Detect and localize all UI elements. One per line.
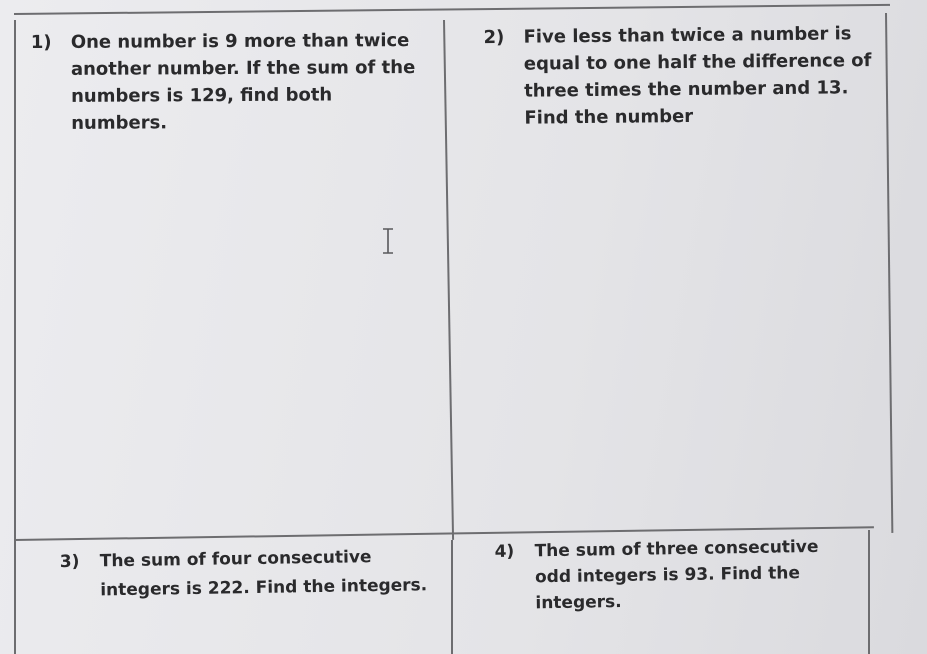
grid-line-middle-vertical [443, 20, 454, 540]
problem-1 [31, 27, 432, 137]
grid-line-middle-vertical-lower [451, 540, 453, 654]
problem-text: The sum of three consecutive odd integers is 93. Find the integers. [534, 536, 819, 614]
problem-number: 2) [483, 26, 505, 49]
problem-4 [494, 533, 875, 617]
problem-text: Five less than twice a number is equal to one half the difference of three times the number and 13. Find the number [523, 23, 872, 129]
problem-text: One number is 9 more than twice another number. If the sum of the numbers is 129, find both numbers. [70, 30, 416, 134]
grid-line-right [885, 13, 893, 533]
grid-line-left [14, 20, 16, 654]
problem-number: 3) [59, 551, 80, 573]
text-cursor-icon [380, 228, 396, 254]
problem-number: 4) [494, 541, 515, 562]
grid-line-top [14, 4, 890, 15]
problem-2 [483, 20, 884, 132]
problem-text: The sum of four consecutive integers is 222. Find the integers. [99, 547, 428, 601]
problem-3 [60, 542, 451, 606]
problem-number: 1) [30, 31, 52, 54]
